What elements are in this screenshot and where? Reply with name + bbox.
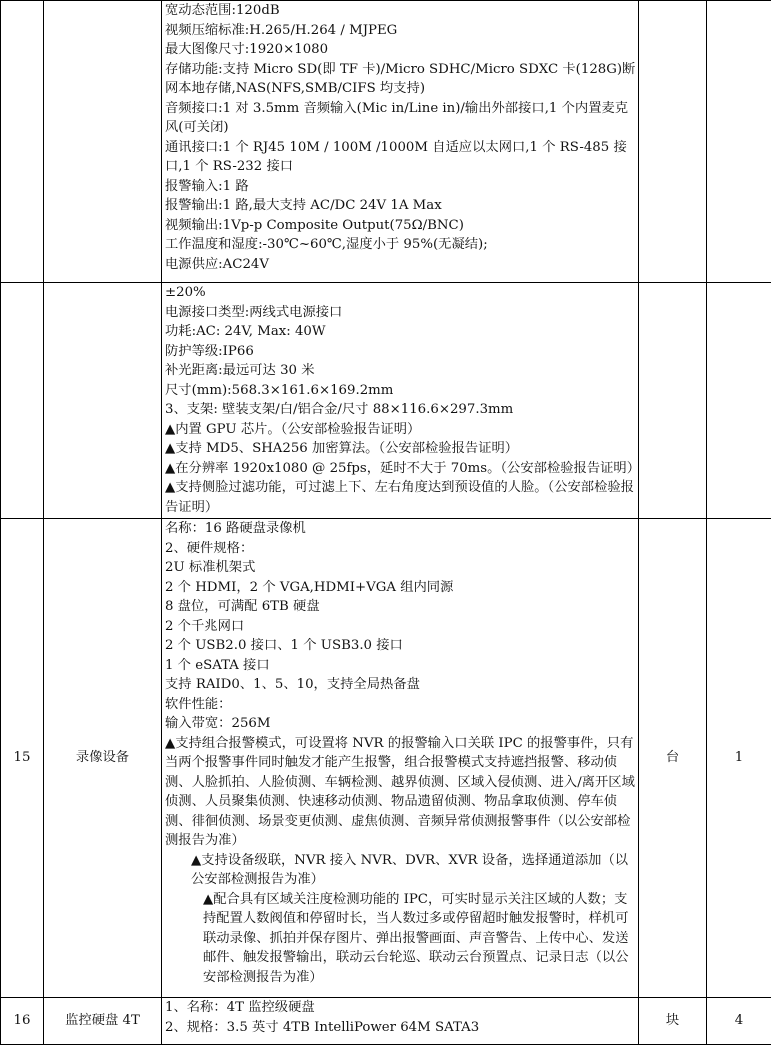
spec-line: 工作温度和湿度:-30℃~60℃,湿度小于 95%(无凝结); xyxy=(165,235,636,255)
spec-line: 输入带宽：256M xyxy=(165,714,636,734)
spec-line: ▲支持 MD5、SHA256 加密算法。（公安部检验报告证明） xyxy=(165,439,636,459)
quantity-cell: 1 xyxy=(707,519,771,998)
spec-line: 通讯接口:1 个 RJ45 10M / 100M /1000M 自适应以太网口,1 个 RS-485 接口,1 个 RS-232 接口 xyxy=(165,138,636,177)
spec-line: 1、名称：4T 监控级硬盘 xyxy=(165,998,636,1018)
item-number-cell xyxy=(1,283,44,519)
item-name-cell: 录像设备 xyxy=(44,519,162,998)
spec-line: 2、规格：3.5 英寸 4TB IntelliPower 64M SATA3 xyxy=(165,1018,636,1038)
quantity-cell xyxy=(707,1,771,283)
spec-line: 名称：16 路硬盘录像机 xyxy=(165,519,636,539)
spec-line: ▲内置 GPU 芯片。（公安部检验报告证明） xyxy=(165,420,636,440)
spec-line: 功耗:AC: 24V, Max: 40W xyxy=(165,322,636,342)
quantity-cell xyxy=(707,283,771,519)
item-number-cell: 16 xyxy=(1,998,44,1045)
spec-line: 报警输入:1 路 xyxy=(165,177,636,197)
spec-line: 补光距离:最远可达 30 米 xyxy=(165,361,636,381)
spec-line: ▲在分辨率 1920x1080 @ 25fps，延时不大于 70ms。（公安部检验报告证明）▲支持侧脸过滤功能，可过滤上下、左右角度达到预设值的人脸。（公安部检验报告证明） xyxy=(165,459,636,518)
spec-line: 视频输出:1Vp-p Composite Output(75Ω/BNC) xyxy=(165,216,636,236)
table-row xyxy=(1,998,771,1045)
spec-line: 存储功能:支持 Micro SD(即 TF 卡)/Micro SDHC/Micro SDXC 卡(128G)断网本地存储,NAS(NFS,SMB/CIFS 均支持) xyxy=(165,60,636,99)
table-row xyxy=(1,519,771,998)
spec-line: 2 个 HDMI，2 个 VGA,HDMI+VGA 组内同源 xyxy=(165,578,636,598)
spec-line: ▲支持组合报警模式，可设置将 NVR 的报警输入口关联 IPC 的报警事件，只有当两个报警事件同时触发才能产生报警，组合报警模式支持遮挡报警、移动侦测、人脸抓拍、人脸侦测、车辆检测、越界侦测、区域入侵侦测、进入/离开区域侦测、人员聚集侦测、快速移动侦测、物品遗留侦测、物品拿取侦测、停车侦测、徘徊侦测、场景变更侦测、虚焦侦测、音频异常侦测报警事件（以公安部检测报告为准） xyxy=(165,734,636,851)
spec-line: 软件性能： xyxy=(165,695,636,715)
spec-line: 支持 RAID0、1、5、10，支持全局热备盘 xyxy=(165,675,636,695)
spec-cell xyxy=(162,1,639,283)
spec-line: 2 个 USB2.0 接口、1 个 USB3.0 接口 xyxy=(165,636,636,656)
item-name-cell: 监控硬盘 4T xyxy=(44,998,162,1045)
item-number-cell xyxy=(1,1,44,283)
spec-line: 宽动态范围:120dB xyxy=(165,1,636,21)
unit-cell xyxy=(639,1,707,283)
quantity-cell: 4 xyxy=(707,998,771,1045)
unit-cell xyxy=(639,283,707,519)
spec-line: 电源供应:AC24V xyxy=(165,255,636,275)
table-row xyxy=(1,283,771,519)
spec-line: 2、硬件规格： xyxy=(165,539,636,559)
table-row xyxy=(1,1,771,283)
spec-line-indented-deep: ▲配合具有区域关注度检测功能的 IPC，可实时显示关注区域的人数；支持配置人数阀值和停留时长，当人数过多或停留超时触发报警时，样机可联动录像、抓拍并保存图片、弹出报警画面、声音警告、上传中心、发送邮件、触发报警输出，联动云台轮巡、联动云台预置点、记录日志（以公安部检测报告为准） xyxy=(165,890,636,988)
spec-line: 防护等级:IP66 xyxy=(165,342,636,362)
spec-line: 2U 标准机架式 xyxy=(165,558,636,578)
spec-line-indented: ▲支持设备级联，NVR 接入 NVR、DVR、XVR 设备，选择通道添加（以公安部检测报告为准） xyxy=(165,851,636,890)
spec-line: 2 个千兆网口 xyxy=(165,617,636,637)
spec-line: 3、支架: 壁装支架/白/铝合金/尺寸 88×116.6×297.3mm xyxy=(165,400,636,420)
spec-line: 1 个 eSATA 接口 xyxy=(165,656,636,676)
spec-cell xyxy=(162,283,639,519)
unit-cell: 台 xyxy=(639,519,707,998)
spec-cell xyxy=(162,998,639,1045)
spec-line: 报警输出:1 路,最大支持 AC/DC 24V 1A Max xyxy=(165,196,636,216)
spec-line: 尺寸(mm):568.3×161.6×169.2mm xyxy=(165,381,636,401)
item-number-cell: 15 xyxy=(1,519,44,998)
item-name-cell xyxy=(44,1,162,283)
unit-cell: 块 xyxy=(639,998,707,1045)
spec-line: 电源接口类型:两线式电源接口 xyxy=(165,303,636,323)
spec-line: 音频接口:1 对 3.5mm 音频输入(Mic in/Line in)/输出外部接口,1 个内置麦克风(可关闭) xyxy=(165,99,636,138)
spec-line: 8 盘位，可满配 6TB 硬盘 xyxy=(165,597,636,617)
item-name-cell xyxy=(44,283,162,519)
spec-line: 最大图像尺寸:1920×1080 xyxy=(165,40,636,60)
spec-cell xyxy=(162,519,639,998)
spec-line: ±20% xyxy=(165,283,636,303)
spec-line: 视频压缩标准:H.265/H.264 / MJPEG xyxy=(165,21,636,41)
